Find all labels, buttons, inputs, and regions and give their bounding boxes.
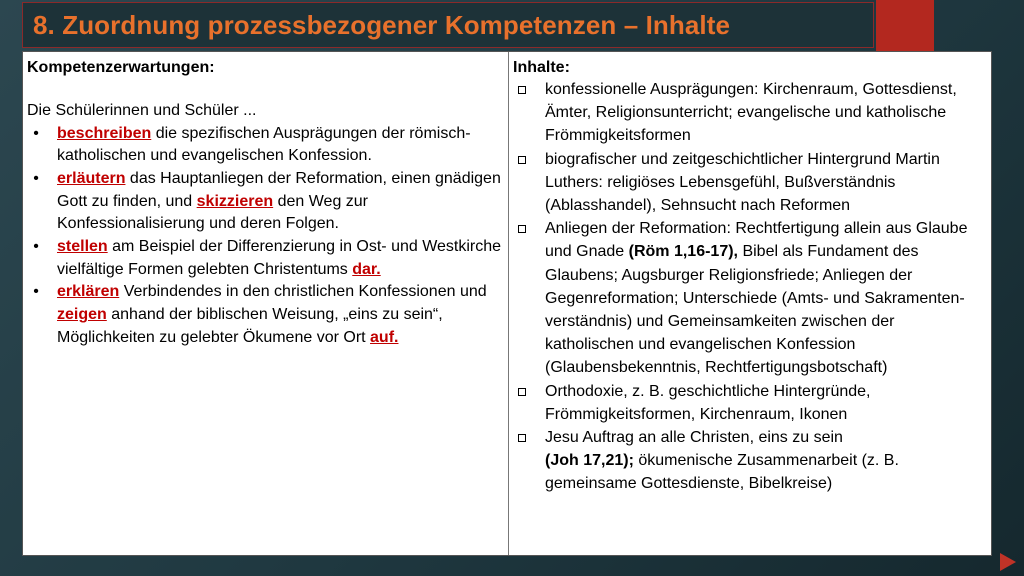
square-bullet-icon bbox=[518, 434, 526, 442]
list-item bbox=[27, 236, 502, 281]
content-table bbox=[22, 51, 992, 556]
bullet-icon: • bbox=[33, 169, 39, 187]
square-bullet-icon bbox=[518, 388, 526, 396]
square-bullet-icon bbox=[518, 225, 526, 233]
square-bullet-icon bbox=[518, 156, 526, 164]
bible-reference: (Röm 1,16-17), bbox=[628, 243, 738, 261]
content-column bbox=[509, 52, 991, 555]
list-item bbox=[27, 123, 502, 168]
item-text: biografischer und zeitgeschichtlicher Hintergrund Martin Luthers: religiöses Lebensgefühl, Bußverständnis (Ablasshandel), Sehnsucht nach Reformen bbox=[545, 150, 940, 215]
list-item bbox=[513, 148, 985, 218]
item-text: Jesu Auftrag an alle Christen, eins zu sein bbox=[545, 429, 843, 447]
operator-verb: beschreiben bbox=[57, 124, 152, 142]
item-text: am Beispiel der Differenzierung in Ost- und Westkirche vielfältige Formen gelebten Christentums bbox=[57, 238, 502, 278]
operator-verb: dar. bbox=[352, 260, 381, 278]
item-text: Orthodoxie, z. B. geschichtliche Hintergründe, Frömmigkeitsformen, Kirchenraum, Ikonen bbox=[545, 382, 871, 423]
list-item bbox=[513, 217, 985, 379]
decorative-red-block bbox=[876, 0, 934, 52]
operator-verb: zeigen bbox=[57, 306, 107, 324]
operator-verb: stellen bbox=[57, 238, 108, 256]
title-bar bbox=[22, 2, 874, 48]
item-text: den Weg zur Konfessionalisierung und deren Folgen. bbox=[57, 192, 369, 233]
competence-intro: Die Schülerinnen und Schüler ... bbox=[27, 102, 257, 119]
item-text: ökumenische Zusammenarbeit (z. B. gemeinsame Gottesdienste, Bibelkreise) bbox=[545, 452, 899, 493]
list-item bbox=[513, 426, 985, 496]
operator-verb: skizzieren bbox=[196, 192, 274, 210]
operator-verb: erläutern bbox=[57, 169, 126, 187]
decorative-arrow-icon bbox=[1000, 553, 1016, 571]
list-item bbox=[513, 78, 985, 148]
operator-verb: auf. bbox=[370, 328, 399, 346]
content-heading: Inhalte: bbox=[513, 59, 570, 76]
list-item bbox=[27, 281, 502, 349]
bullet-icon: • bbox=[33, 124, 39, 142]
competence-list bbox=[27, 123, 502, 350]
item-text: die spezifischen Ausprägungen der römisch-katholischen und evangelischen Konfession. bbox=[57, 124, 471, 165]
bible-reference: (Joh 17,21); bbox=[545, 452, 634, 470]
square-bullet-icon bbox=[518, 86, 526, 94]
bullet-icon: • bbox=[33, 283, 39, 301]
operator-verb: erklären bbox=[57, 283, 120, 301]
list-item bbox=[513, 380, 985, 426]
item-text: anhand der biblischen Weisung, „eins zu sein“, Möglichkeiten zu gelebter Ökumene vor Ort bbox=[57, 306, 443, 346]
competence-column bbox=[23, 52, 509, 555]
competence-heading: Kompetenzerwartungen: bbox=[27, 59, 215, 76]
item-text: das Hauptanliegen der Reformation, einen gnädigen Gott zu finden, und bbox=[57, 169, 501, 210]
content-list bbox=[513, 78, 985, 496]
item-text: Anliegen der Reformation: Rechtfertigung allein aus Glaube und Gnade bbox=[545, 220, 968, 261]
item-text: Verbindendes in den christlichen Konfessionen und bbox=[119, 283, 487, 301]
bullet-icon: • bbox=[33, 238, 39, 256]
list-item bbox=[27, 168, 502, 236]
spacer bbox=[27, 78, 502, 100]
item-text: Bibel als Fundament des Glaubens; Augsburger Religionsfriede; Anliegen der Gegenreformation; Unterschiede (Amts- und Sakramenten-verständnis) und Gemeinsamkeiten zwischen der katholischen und evangelischen Konfession (Glaubensbekenntnis, Rechtfertigungsbotschaft) bbox=[545, 243, 965, 377]
item-text: konfessionelle Ausprägungen: Kirchenraum, Gottesdienst, Ämter, Religionsunterricht; evangelische und katholische Frömmigkeitsformen bbox=[545, 81, 957, 145]
slide-title: 8. Zuordnung prozessbezogener Kompetenzen – Inhalte bbox=[33, 10, 731, 40]
